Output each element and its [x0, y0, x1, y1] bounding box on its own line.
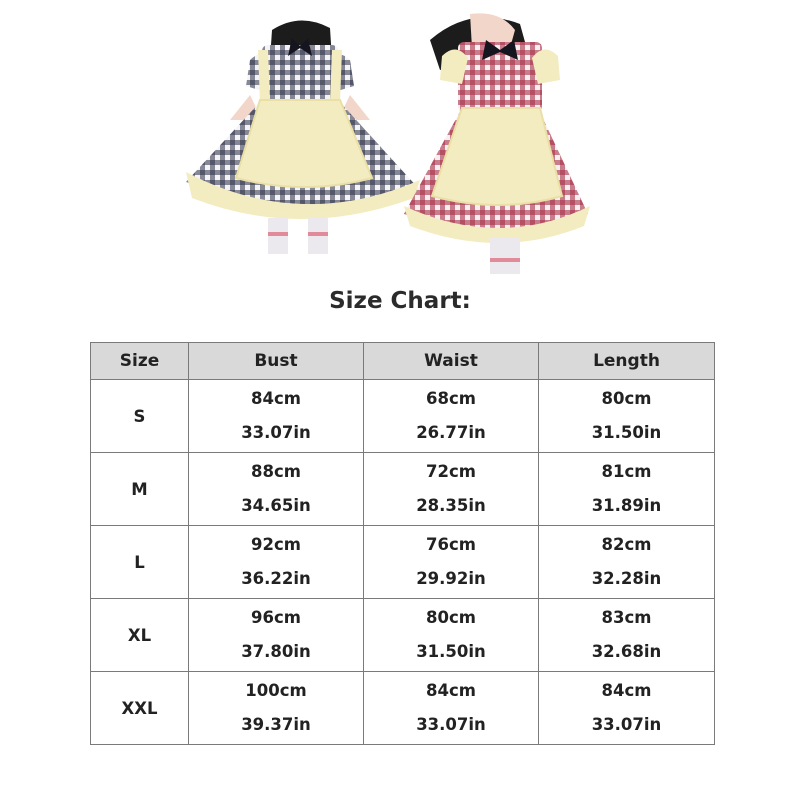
product-photos-svg	[0, 0, 800, 282]
waist-cm: 80cm	[426, 608, 476, 627]
waist-cell	[364, 380, 539, 453]
product-photos	[0, 0, 800, 282]
waist-cell	[364, 526, 539, 599]
bust-in: 36.22in	[241, 569, 311, 588]
bust-in: 39.37in	[241, 715, 311, 734]
table-header-row	[91, 343, 715, 380]
bust-cm: 100cm	[245, 681, 307, 700]
size-chart-table	[90, 342, 715, 745]
header-waist: Waist	[364, 343, 539, 380]
bust-cell	[189, 380, 364, 453]
waist-cm: 68cm	[426, 389, 476, 408]
waist-in: 33.07in	[416, 715, 486, 734]
bust-cm: 92cm	[251, 535, 301, 554]
waist-in: 31.50in	[416, 642, 486, 661]
table-row	[91, 672, 715, 745]
length-cm: 82cm	[601, 535, 652, 554]
waist-cm: 76cm	[426, 535, 476, 554]
size-cell: L	[91, 526, 189, 599]
bust-cm: 84cm	[251, 389, 301, 408]
length-cell	[539, 526, 715, 599]
size-chart-title: Size Chart:	[329, 288, 471, 314]
length-cm: 81cm	[601, 462, 652, 481]
length-cm: 80cm	[601, 389, 652, 408]
table-row	[91, 380, 715, 453]
waist-cm: 84cm	[426, 681, 476, 700]
length-cm: 83cm	[601, 608, 652, 627]
waist-in: 26.77in	[416, 423, 486, 442]
length-in: 31.50in	[591, 423, 662, 442]
table-row	[91, 526, 715, 599]
bust-in: 37.80in	[241, 642, 311, 661]
length-cell	[539, 599, 715, 672]
length-cell	[539, 453, 715, 526]
bust-cell	[189, 599, 364, 672]
bust-cell	[189, 526, 364, 599]
header-bust: Bust	[189, 343, 364, 380]
table-row	[91, 453, 715, 526]
bust-in: 33.07in	[241, 423, 311, 442]
bust-cell	[189, 672, 364, 745]
waist-in: 28.35in	[416, 496, 486, 515]
bust-cm: 96cm	[251, 608, 301, 627]
waist-cell	[364, 599, 539, 672]
bust-in: 34.65in	[241, 496, 311, 515]
header-size: Size	[91, 343, 189, 380]
bust-cm: 88cm	[251, 462, 301, 481]
length-cm: 84cm	[601, 681, 652, 700]
header-length: Length	[539, 343, 715, 380]
waist-in: 29.92in	[416, 569, 486, 588]
maid-dress-red-plaid-photo	[404, 13, 590, 274]
waist-cell	[364, 453, 539, 526]
length-in: 33.07in	[591, 715, 662, 734]
length-cell	[539, 672, 715, 745]
maid-dress-navy-plaid-photo	[186, 20, 420, 254]
size-cell: S	[91, 380, 189, 453]
length-in: 32.28in	[591, 569, 662, 588]
bust-cell	[189, 453, 364, 526]
length-in: 31.89in	[591, 496, 662, 515]
table-row	[91, 599, 715, 672]
length-in: 32.68in	[591, 642, 662, 661]
size-cell: XL	[91, 599, 189, 672]
waist-cm: 72cm	[426, 462, 476, 481]
size-cell: M	[91, 453, 189, 526]
size-cell: XXL	[91, 672, 189, 745]
length-cell	[539, 380, 715, 453]
waist-cell	[364, 672, 539, 745]
